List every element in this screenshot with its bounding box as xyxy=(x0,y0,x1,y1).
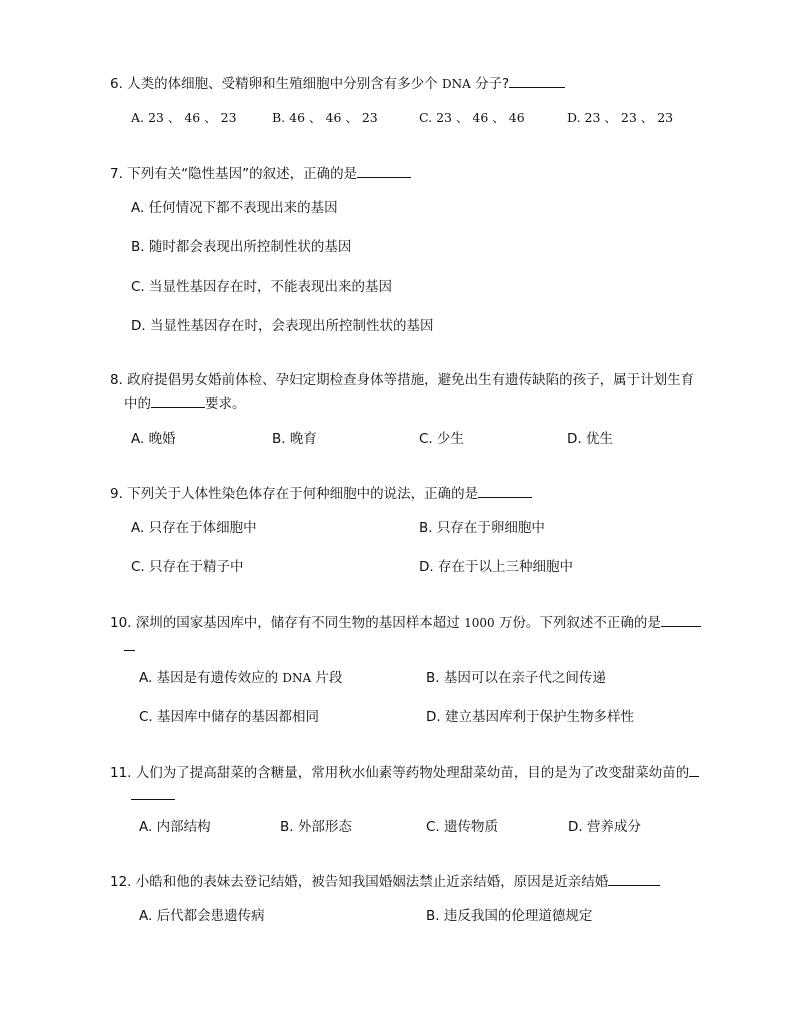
question-6-dna: DNA xyxy=(441,77,471,91)
answer-blank-continued xyxy=(124,637,135,651)
question-6-option-c: C. 23 、 46 、 46 xyxy=(419,110,525,125)
question-10-stem xyxy=(110,613,701,632)
answer-blank-continued xyxy=(131,786,175,800)
question-10-option-b: B. 基因可以在亲子代之间传递 xyxy=(426,670,606,686)
question-7-option-d: D. 当显性基因存在时，会表现出所控制性状的基因 xyxy=(131,318,434,334)
question-10-option-a xyxy=(139,669,342,687)
question-8-stem-line2 xyxy=(124,394,246,413)
question-10-text: 10. 深圳的国家基因库中，储存有不同生物的基因样本超过 xyxy=(110,615,460,631)
question-10-stem-line2 xyxy=(124,637,135,656)
question-9-option-c: C. 只存在于精子中 xyxy=(131,559,244,575)
question-7-option-b: B. 随时都会表现出所控制性状的基因 xyxy=(131,239,352,255)
question-11-stem-line2 xyxy=(131,786,175,805)
question-6-text-tail: 分子? xyxy=(475,76,510,92)
question-8-option-b: B. 晚育 xyxy=(272,431,317,447)
question-11-option-c: C. 遗传物质 xyxy=(426,819,499,835)
question-8-stem-line1: 8. 政府提倡男女婚前体检、孕妇定期检查身体等措施，避免出生有遗传缺陷的孩子，属于计划生育 xyxy=(110,372,695,388)
question-10-text-tail: 万份。下列叙述不正确的是 xyxy=(498,615,661,631)
answer-blank xyxy=(689,763,699,777)
answer-blank xyxy=(661,613,701,627)
question-11-text: 11. 人们为了提高甜菜的含糖量，常用秋水仙素等药物处理甜菜幼苗，目的是为了改变甜菜幼苗的 xyxy=(110,765,690,781)
question-7-text: 7. 下列有关“隐性基因”的叙述，正确的是 xyxy=(110,166,358,182)
question-11-option-a: A. 内部结构 xyxy=(139,819,211,835)
question-10-option-a-tail: 片段 xyxy=(315,670,343,686)
question-12-text: 12. 小皓和他的表妹去登记结婚，被告知我国婚姻法禁止近亲结婚，原因是近亲结婚 xyxy=(110,874,609,890)
question-11-option-d: D. 营养成分 xyxy=(568,819,641,835)
question-6-option-d: D. 23 、 23 、 23 xyxy=(567,110,674,125)
answer-blank xyxy=(478,484,532,498)
answer-blank xyxy=(357,164,411,178)
question-7-stem xyxy=(110,164,411,183)
question-6-stem xyxy=(110,74,565,93)
question-12-option-b: B. 违反我国的伦理道德规定 xyxy=(426,908,593,924)
question-9-option-b: B. 只存在于卵细胞中 xyxy=(419,520,545,536)
question-10-option-a-dna: DNA xyxy=(282,671,312,685)
question-8-option-d: D. 优生 xyxy=(567,431,613,447)
question-9-text: 9. 下列关于人体性染色体存在于何种细胞中的说法，正确的是 xyxy=(110,486,479,502)
answer-blank xyxy=(509,74,565,88)
question-6-text: 6. 人类的体细胞、受精卵和生殖细胞中分别含有多少个 xyxy=(110,76,438,92)
question-7-option-a: A. 任何情况下都不表现出来的基因 xyxy=(131,200,338,216)
question-7-option-c: C. 当显性基因存在时，不能表现出来的基因 xyxy=(131,279,393,295)
question-8-text-tail: 要求。 xyxy=(205,396,246,412)
question-10-option-d: D. 建立基因库利于保护生物多样性 xyxy=(426,709,634,725)
question-10-number: 1000 xyxy=(464,616,495,630)
question-6-option-a: A. 23 、 46 、 23 xyxy=(131,110,237,125)
question-9-option-a: A. 只存在于体细胞中 xyxy=(131,520,257,536)
question-10-option-a-text: A. 基因是有遗传效应的 xyxy=(139,670,279,686)
question-12-stem xyxy=(110,872,660,891)
answer-blank xyxy=(608,872,660,886)
question-11-option-b: B. 外部形态 xyxy=(280,819,352,835)
question-9-stem xyxy=(110,484,532,503)
question-8-option-c: C. 少生 xyxy=(419,431,465,447)
question-11-stem xyxy=(110,763,699,782)
question-8-text: 中的 xyxy=(124,396,151,412)
question-12-option-a: A. 后代都会患遗传病 xyxy=(139,908,265,924)
question-6-option-b: B. 46 、 46 、 23 xyxy=(272,110,378,125)
question-9-option-d: D. 存在于以上三种细胞中 xyxy=(419,559,573,575)
answer-blank xyxy=(151,394,205,408)
question-10-option-c: C. 基因库中储存的基因都相同 xyxy=(139,709,320,725)
question-8-option-a: A. 晚婚 xyxy=(131,431,176,447)
